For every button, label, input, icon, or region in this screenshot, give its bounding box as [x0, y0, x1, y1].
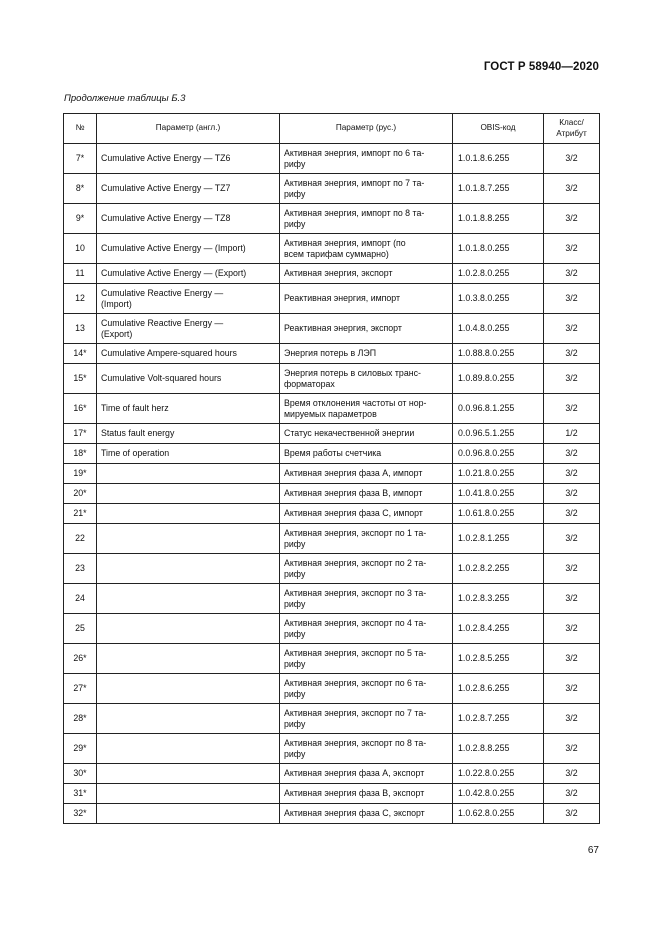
table-row — [64, 584, 600, 614]
param-eng: Cumulative Reactive Energy — (Export) — [97, 314, 280, 344]
obis-code: 1.0.3.8.0.255 — [453, 284, 544, 314]
param-rus: Активная энергия, экспорт по 2 та- рифу — [280, 554, 453, 584]
obis-code: 1.0.61.8.0.255 — [453, 504, 544, 524]
class-attribute: 3/2 — [544, 284, 600, 314]
col-header-number: № — [64, 114, 97, 144]
table-row — [64, 764, 600, 784]
row-number: 29* — [64, 734, 97, 764]
param-rus: Активная энергия фаза В, экспорт — [280, 784, 453, 804]
class-attribute: 3/2 — [544, 464, 600, 484]
class-attribute: 3/2 — [544, 234, 600, 264]
param-rus: Время работы счетчика — [280, 444, 453, 464]
obis-code: 0.0.96.8.0.255 — [453, 444, 544, 464]
obis-code: 1.0.2.8.3.255 — [453, 584, 544, 614]
param-eng: Cumulative Active Energy — (Import) — [97, 234, 280, 264]
param-rus: Активная энергия, импорт (по всем тарифам суммарно) — [280, 234, 453, 264]
class-attribute: 3/2 — [544, 734, 600, 764]
param-eng — [97, 784, 280, 804]
col-header-obis: OBIS-код — [453, 114, 544, 144]
param-eng — [97, 704, 280, 734]
row-number: 31* — [64, 784, 97, 804]
col-header-class-attr: Класс/ Атрибут — [544, 114, 600, 144]
class-attribute: 1/2 — [544, 424, 600, 444]
table-row — [64, 174, 600, 204]
param-rus: Активная энергия, экспорт по 1 та- рифу — [280, 524, 453, 554]
row-number: 17* — [64, 424, 97, 444]
row-number: 10 — [64, 234, 97, 264]
obis-code: 1.0.2.8.0.255 — [453, 264, 544, 284]
param-eng — [97, 484, 280, 504]
row-number: 9* — [64, 204, 97, 234]
col-header-param-eng: Параметр (англ.) — [97, 114, 280, 144]
table-row — [64, 484, 600, 504]
table-row — [64, 264, 600, 284]
class-attribute: 3/2 — [544, 484, 600, 504]
class-attribute: 3/2 — [544, 614, 600, 644]
class-attribute: 3/2 — [544, 344, 600, 364]
param-rus: Активная энергия фаза А, импорт — [280, 464, 453, 484]
param-eng — [97, 734, 280, 764]
table-row — [64, 394, 600, 424]
table-row — [64, 284, 600, 314]
param-rus: Энергия потерь в силовых транс- форматорах — [280, 364, 453, 394]
param-rus: Активная энергия, импорт по 7 та- рифу — [280, 174, 453, 204]
param-eng: Cumulative Active Energy — TZ8 — [97, 204, 280, 234]
table-row — [64, 704, 600, 734]
class-attribute: 3/2 — [544, 264, 600, 284]
class-attribute: 3/2 — [544, 444, 600, 464]
obis-code: 1.0.22.8.0.255 — [453, 764, 544, 784]
param-eng — [97, 554, 280, 584]
col-header-param-rus: Параметр (рус.) — [280, 114, 453, 144]
param-rus: Активная энергия, импорт по 8 та- рифу — [280, 204, 453, 234]
parameters-table — [63, 113, 600, 824]
row-number: 16* — [64, 394, 97, 424]
param-eng: Time of operation — [97, 444, 280, 464]
param-rus: Активная энергия фаза С, экспорт — [280, 804, 453, 824]
obis-code: 1.0.1.8.8.255 — [453, 204, 544, 234]
obis-code: 0.0.96.5.1.255 — [453, 424, 544, 444]
obis-code: 1.0.2.8.8.255 — [453, 734, 544, 764]
row-number: 15* — [64, 364, 97, 394]
table-row — [64, 504, 600, 524]
class-attribute: 3/2 — [544, 204, 600, 234]
row-number: 23 — [64, 554, 97, 584]
class-attribute: 3/2 — [544, 644, 600, 674]
param-eng — [97, 644, 280, 674]
class-attribute: 3/2 — [544, 524, 600, 554]
param-eng: Cumulative Active Energy — TZ7 — [97, 174, 280, 204]
class-attribute: 3/2 — [544, 674, 600, 704]
class-attribute: 3/2 — [544, 554, 600, 584]
table-row — [64, 144, 600, 174]
class-attribute: 3/2 — [544, 584, 600, 614]
param-rus: Реактивная энергия, импорт — [280, 284, 453, 314]
param-eng — [97, 504, 280, 524]
param-rus: Реактивная энергия, экспорт — [280, 314, 453, 344]
param-eng: Cumulative Active Energy — TZ6 — [97, 144, 280, 174]
param-eng — [97, 464, 280, 484]
table-body — [64, 144, 600, 824]
obis-code: 1.0.88.8.0.255 — [453, 344, 544, 364]
param-rus: Активная энергия, экспорт по 4 та- рифу — [280, 614, 453, 644]
table-row — [64, 734, 600, 764]
row-number: 26* — [64, 644, 97, 674]
row-number: 30* — [64, 764, 97, 784]
param-eng: Cumulative Active Energy — (Export) — [97, 264, 280, 284]
obis-code: 1.0.21.8.0.255 — [453, 464, 544, 484]
row-number: 25 — [64, 614, 97, 644]
row-number: 28* — [64, 704, 97, 734]
param-rus: Статус некачественной энергии — [280, 424, 453, 444]
obis-code: 1.0.41.8.0.255 — [453, 484, 544, 504]
class-attribute: 3/2 — [544, 174, 600, 204]
class-attribute: 3/2 — [544, 804, 600, 824]
row-number: 7* — [64, 144, 97, 174]
row-number: 12 — [64, 284, 97, 314]
document-id: ГОСТ Р 58940—2020 — [483, 61, 599, 73]
table-row — [64, 314, 600, 344]
row-number: 11 — [64, 264, 97, 284]
param-rus: Активная энергия, экспорт по 7 та- рифу — [280, 704, 453, 734]
table-row — [64, 204, 600, 234]
table-row — [64, 234, 600, 264]
class-attribute: 3/2 — [544, 704, 600, 734]
table-row — [64, 424, 600, 444]
table-row — [64, 524, 600, 554]
class-attribute: 3/2 — [544, 784, 600, 804]
table-row — [64, 804, 600, 824]
obis-code: 1.0.1.8.0.255 — [453, 234, 544, 264]
class-attribute: 3/2 — [544, 764, 600, 784]
obis-code: 1.0.2.8.2.255 — [453, 554, 544, 584]
row-number: 13 — [64, 314, 97, 344]
table-row — [64, 344, 600, 364]
table-caption: Продолжение таблицы Б.3 — [64, 93, 186, 104]
table-row — [64, 464, 600, 484]
param-eng: Cumulative Reactive Energy — (Import) — [97, 284, 280, 314]
obis-code: 1.0.2.8.7.255 — [453, 704, 544, 734]
param-rus: Активная энергия, импорт по 6 та- рифу — [280, 144, 453, 174]
row-number: 32* — [64, 804, 97, 824]
table-row — [64, 674, 600, 704]
class-attribute: 3/2 — [544, 504, 600, 524]
obis-code: 1.0.1.8.7.255 — [453, 174, 544, 204]
row-number: 22 — [64, 524, 97, 554]
class-attribute: 3/2 — [544, 314, 600, 344]
param-eng: Cumulative Volt-squared hours — [97, 364, 280, 394]
obis-code: 1.0.89.8.0.255 — [453, 364, 544, 394]
obis-code: 1.0.62.8.0.255 — [453, 804, 544, 824]
param-eng: Status fault energy — [97, 424, 280, 444]
obis-code: 1.0.2.8.6.255 — [453, 674, 544, 704]
param-eng: Cumulative Ampere-squared hours — [97, 344, 280, 364]
param-rus: Время отклонения частоты от нор- мируемых параметров — [280, 394, 453, 424]
class-attribute: 3/2 — [544, 394, 600, 424]
table-row — [64, 784, 600, 804]
param-eng — [97, 674, 280, 704]
row-number: 24 — [64, 584, 97, 614]
table-row — [64, 444, 600, 464]
table-row — [64, 554, 600, 584]
obis-code: 1.0.1.8.6.255 — [453, 144, 544, 174]
class-attribute: 3/2 — [544, 364, 600, 394]
table-row — [64, 644, 600, 674]
row-number: 21* — [64, 504, 97, 524]
param-rus: Активная энергия, экспорт по 8 та- рифу — [280, 734, 453, 764]
param-eng: Time of fault herz — [97, 394, 280, 424]
obis-code: 1.0.4.8.0.255 — [453, 314, 544, 344]
row-number: 20* — [64, 484, 97, 504]
row-number: 19* — [64, 464, 97, 484]
row-number: 8* — [64, 174, 97, 204]
obis-code: 0.0.96.8.1.255 — [453, 394, 544, 424]
obis-code: 1.0.2.8.4.255 — [453, 614, 544, 644]
table-header-row — [64, 114, 600, 144]
param-rus: Активная энергия фаза С, импорт — [280, 504, 453, 524]
row-number: 27* — [64, 674, 97, 704]
param-rus: Энергия потерь в ЛЭП — [280, 344, 453, 364]
param-eng — [97, 804, 280, 824]
param-eng — [97, 584, 280, 614]
table-row — [64, 364, 600, 394]
class-attribute: 3/2 — [544, 144, 600, 174]
page-number: 67 — [587, 845, 599, 856]
table-row — [64, 614, 600, 644]
param-rus: Активная энергия фаза А, экспорт — [280, 764, 453, 784]
param-eng — [97, 764, 280, 784]
param-rus: Активная энергия, экспорт по 6 та- рифу — [280, 674, 453, 704]
obis-code: 1.0.42.8.0.255 — [453, 784, 544, 804]
obis-code: 1.0.2.8.1.255 — [453, 524, 544, 554]
param-rus: Активная энергия, экспорт по 3 та- рифу — [280, 584, 453, 614]
param-rus: Активная энергия фаза В, импорт — [280, 484, 453, 504]
param-eng — [97, 614, 280, 644]
param-rus: Активная энергия, экспорт по 5 та- рифу — [280, 644, 453, 674]
param-rus: Активная энергия, экспорт — [280, 264, 453, 284]
row-number: 14* — [64, 344, 97, 364]
param-eng — [97, 524, 280, 554]
row-number: 18* — [64, 444, 97, 464]
obis-code: 1.0.2.8.5.255 — [453, 644, 544, 674]
